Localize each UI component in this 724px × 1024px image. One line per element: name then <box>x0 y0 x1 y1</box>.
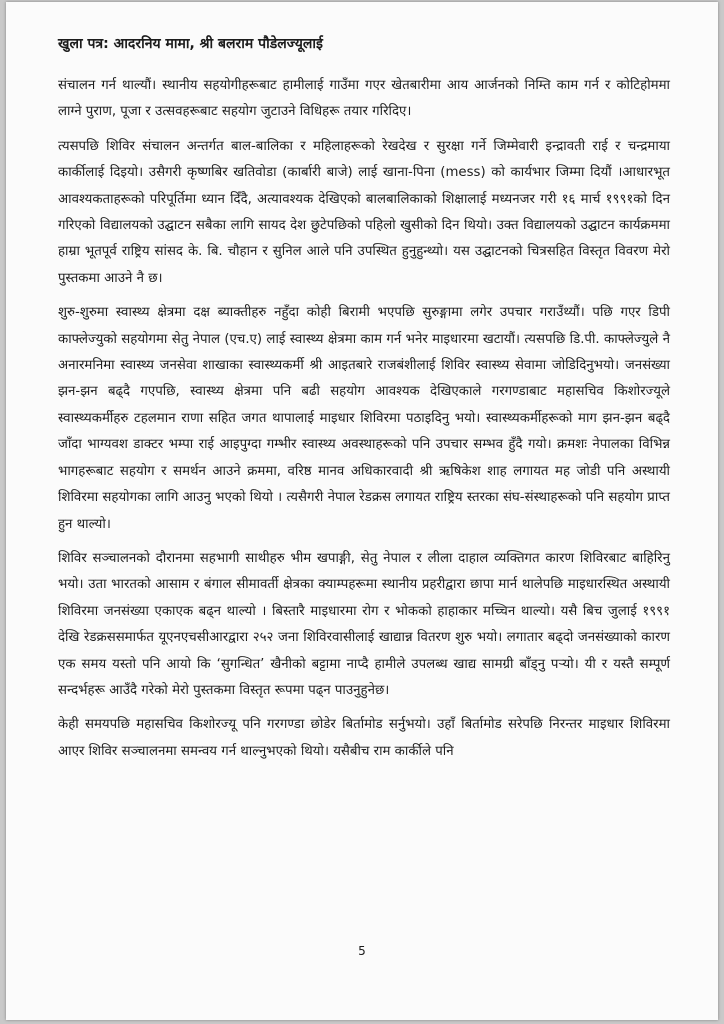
paragraph: संचालन गर्न थाल्यौं। स्थानीय सहयोगीहरूबाट हामीलाई गाउँमा गएर खेतबारीमा आय आर्जनको निम्ति काम गर्न र कोटिहोममा लाग्ने पुराण, पूजा र उत्सवहरूबाट सहयोग जुटाउने विधिहरू तयार गरिदिए। <box>58 78 670 120</box>
paragraph: शुरु-शुरुमा स्वास्थ्य क्षेत्रमा दक्ष ब्याक्तीहरु नहुँदा कोही बिरामी भएपछि सुरुङ्गामा लगेर उपचार गराउँथ्यौं। पछि गएर डिपी काफ्लेज्युको सहयोगमा सेतु नेपाल (एच.ए) लाई स्वास्थ्य क्षेत्रमा काम गर्न भनेर माइधारमा खटायौं। त्यसपछि डि.पी. काफ्लेज्युले नै अनारमनिमा स्वास्थ्य जनसेवा शाखाका स्वास्थ्यकर्मी श्री आइतबारे राजबंशीलाई शिविर स्वास्थ्य सेवामा जोडिदिनुभयो। जनसंख्या झन-झन बढ्दै गएपछि, स्वास्थ्य क्षेत्रमा पनि बढी सहयोग आवश्यक देखिएकाले गरगण्डाबाट महासचिव किशोरज्यूले स्वास्थ्यकर्मीहरु टहलमान राणा सहित जगत थापालाई माइधार शिविरमा पठाइदिनु भयो। स्वास्थ्यकर्मीहरूको माग झन-झन बढ्दै जाँदा भाग्यवश डाक्टर भम्पा राई आइपुग्दा गम्भीर स्वास्थ्य अवस्थाहरूको पनि उपचार सम्भव हुँदै गयो। क्रमशः नेपालका विभिन्न भागहरूबाट सहयोग र समर्थन आउने क्रममा, वरिष्ठ मानव अधिकारवादी श्री ऋषिकेश शाह लगायत मह जोडी पनि अस्थायी शिविरमा सहयोगका लागि आउनु भएको थियो । त्यसैगरी नेपाल रेडक्रस लगायत राष्ट्रिय स्तरका संघ-संस्थाहरूको पनि सहयोग प्राप्त हुन थाल्यो। <box>58 305 670 532</box>
paragraph: केही समयपछि महासचिव किशोरज्यू पनि गरगण्डा छोडेर बिर्तामोड सर्नुभयो। उहाँ बिर्तामोड सरेपछि निरन्तर माइधार शिविरमा आएर शिविर सञ्चालनमा समन्वय गर्न थाल्नुभएको थियो। यसैबीच राम कार्कीले पनि <box>58 717 670 759</box>
page-number: 5 <box>358 944 366 958</box>
page-title: खुला पत्र: आदरनिय मामा, श्री बलराम पौडेलज्यूलाई <box>58 36 323 52</box>
paragraph: शिविर सञ्चालनको दौरानमा सहभागी साथीहरु भीम खपाङ्गी, सेतु नेपाल र लीला दाहाल व्यक्तिगत कारण शिविरबाट बाहिरिनु भयो। उता भारतको आसाम र बंगाल सीमावर्ती क्षेत्रका क्याम्पहरूमा स्थानीय प्रहरीद्वारा छापा मार्न थालेपछि माइधारस्थित अस्थायी शिविरमा जनसंख्या एकाएक बढ्न थाल्यो । बिस्तारै माइधारमा रोग र भोकको हाहाकार मच्चिन थाल्यो। यसै बिच जुलाई १९९१ देखि रेडक्रससमार्फत यूएनएचसीआरद्वारा २५२ जना शिविरवासीलाई खाद्यान्न वितरण शुरु भयो। लगातार बढ्दो जनसंख्याको कारण एक समय यस्तो पनि आयो कि ‘सुगन्धित’ खैनीको बट्टामा नाप्दै हामीले उपलब्ध खाद्य सामग्री बाँड्नु पर्‍यो। यी र यस्तै सम्पूर्ण सन्दर्भहरू आउँदै गरेको मेरो पुस्तकमा विस्तृत रूपमा पढ्न पाउनुहुनेछ। <box>58 550 670 698</box>
document-page <box>6 2 718 1020</box>
paragraph: त्यसपछि शिविर संचालन अन्तर्गत बाल-बालिका र महिलाहरूको रेखदेख र सुरक्षा गर्ने जिम्मेवारी इन्द्रावती राई र चन्द्रमाया कार्कीलाई दिइयो। उसैगरी कृष्णबिर खतिवोडा (कार्बारी बाजे) लाई खाना-पिना (mess) को कार्यभार जिम्मा दियौं ।आधारभूत आवश्यकताहरूको परिपूर्तिमा ध्यान दिँदै, अत्यावश्यक देखिएको बालबालिकाको शिक्षालाई मध्यनजर गरी १६ मार्च १९९१को दिन गरिएको विद्यालयको उद्घाटन सबैका लागि सायद देश छुटेपछिको पहिलो खुसीको दिन थियो। उक्त विद्यालयको उद्घाटन कार्यक्रममा हाम्रा भूतपूर्व राष्ट्रिय सांसद के. बि. चौहान र सुनिल आले पनि उपस्थित हुनुहुन्थ्यो। यस उद्घाटनको चित्रसहित विस्तृत विवरण मेरो पुस्तकमा आउने नै छ। <box>58 138 670 286</box>
